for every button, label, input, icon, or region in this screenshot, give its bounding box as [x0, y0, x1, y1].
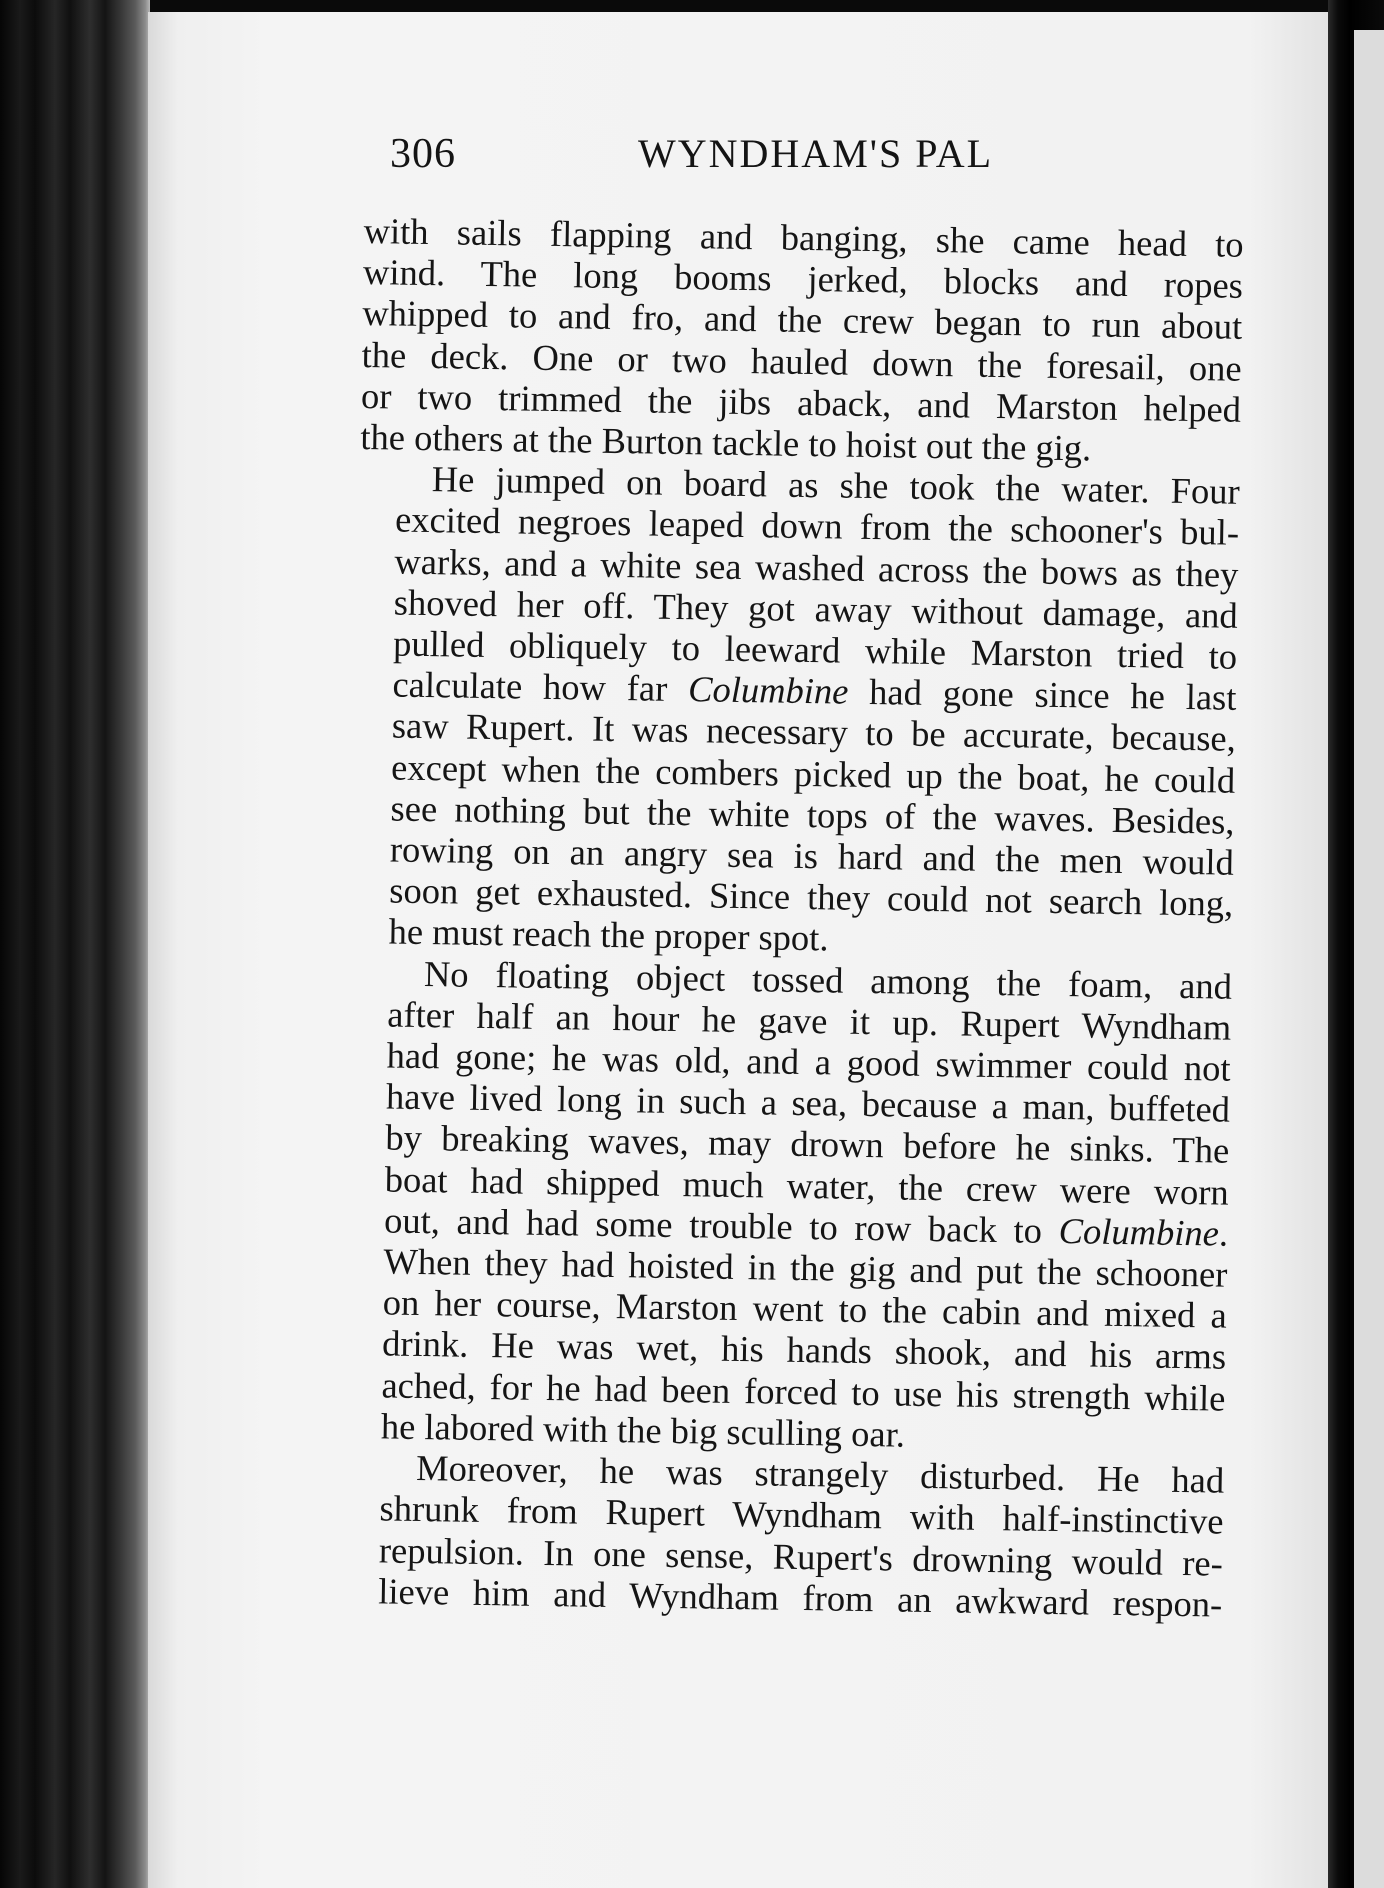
text-line: Moreover, he was strangely disturbed. He had	[415, 1447, 1225, 1501]
text-line: had gone; he was old, and a good swimmer could not	[386, 1034, 1231, 1089]
text-line: wind. The long booms jerked, blocks and ropes	[362, 251, 1244, 307]
text-line: boat had shipped much water, the crew were worn	[384, 1158, 1230, 1213]
text-line: pulled obliquely to leeward while Marston tried to	[392, 622, 1238, 677]
body-text	[342, 210, 1244, 1625]
text-line: shrunk from Rupert Wyndham with half-instinctive	[379, 1487, 1224, 1542]
text-line: the others at the Burton tackle to hoist out the gig.	[360, 415, 1092, 469]
text-line: No floating object tossed among the foam, and	[423, 952, 1233, 1007]
next-page-sliver	[1354, 30, 1384, 1888]
paragraph	[345, 952, 1233, 1460]
text-line: or two trimmed the jibs aback, and Marston helped	[360, 374, 1242, 430]
text-line: whipped to and fro, and the crew began to run about	[362, 292, 1243, 348]
text-line: out, and had some trouble to row back to Columbine.	[383, 1199, 1229, 1254]
text-line: except when the combers picked up the boat, he could	[390, 746, 1236, 801]
paragraph	[352, 457, 1240, 965]
text-line: see nothing but the white tops of the waves. Besides,	[390, 787, 1235, 842]
book-edge-left	[0, 0, 150, 1888]
text-line: repulsion. In one sense, Rupert's drowning would re-	[378, 1528, 1224, 1584]
text-line: he must reach the proper spot.	[388, 910, 829, 959]
running-title: WYNDHAM'S PAL	[638, 131, 994, 176]
page-number: 306	[390, 131, 456, 177]
text-line: with sails flapping and banging, she came head to	[363, 210, 1244, 265]
text-line: When they had hoisted in the gig and put the schooner	[383, 1240, 1228, 1295]
text-line: drink. He was wet, his hands shook, and his arms	[381, 1322, 1227, 1378]
text-line: he labored with the big sculling oar.	[380, 1405, 906, 1455]
text-line: He jumped on board as she took the water. Four	[431, 458, 1241, 513]
text-line: the deck. One or two hauled down the foresail, one	[361, 333, 1242, 389]
text-line: calculate how far Columbine had gone since he last	[392, 663, 1237, 718]
text-line: shoved her off. They got away without damage, and	[393, 581, 1239, 636]
text-line: on her course, Marston went to the cabin and mixed a	[382, 1281, 1228, 1336]
text-line: by breaking waves, may drown before he sinks. The	[385, 1116, 1230, 1172]
paragraph	[360, 210, 1244, 471]
page-header	[390, 130, 1030, 190]
text-line: ached, for he had been forced to use his strength while	[381, 1364, 1226, 1419]
text-line: warks, and a white sea washed across the bows as they	[394, 540, 1239, 595]
paragraph	[342, 1446, 1224, 1625]
text-line: lieve him and Wyndham from an awkward respon-	[377, 1570, 1223, 1625]
text-line: saw Rupert. It was necessary to be accurate, because,	[391, 704, 1237, 760]
text-line: soon get exhausted. Since they could not search long,	[388, 869, 1234, 924]
text-line: excited negroes leaped down from the schooner's bul-	[394, 498, 1240, 554]
text-line: after half an hour he gave it up. Rupert Wyndham	[387, 993, 1232, 1048]
text-line: have lived long in such a sea, because a man, buffeted	[385, 1075, 1231, 1130]
text-line: rowing on an angry sea is hard and the men would	[389, 828, 1235, 883]
